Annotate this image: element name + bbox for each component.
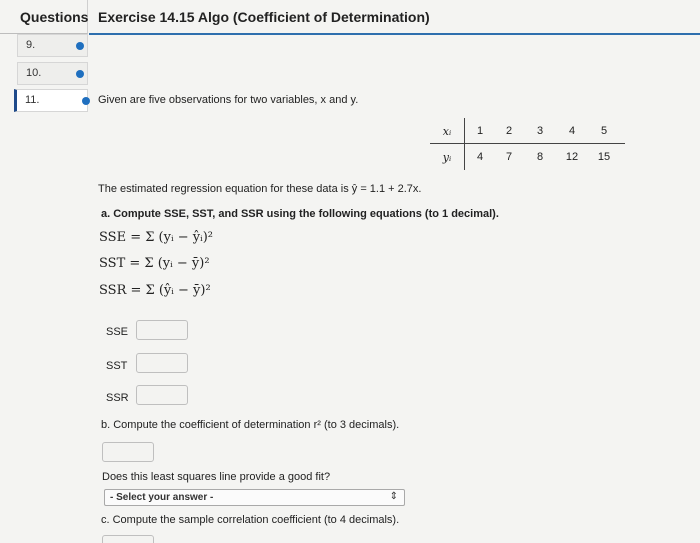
exercise-title: Exercise 14.15 Algo (Coefficient of Determination) [98, 9, 430, 25]
y-value: 7 [505, 151, 513, 163]
part-b-prompt: b. Compute the coefficient of determination r² (to 3 decimals). [101, 419, 400, 431]
good-fit-select[interactable] [104, 489, 405, 506]
question-number: 9. [26, 39, 36, 51]
header-bar [0, 0, 700, 34]
status-dot-icon [76, 70, 84, 78]
r-squared-input[interactable] [102, 442, 154, 462]
fit-question-text: Does this least squares line provide a good fit? [102, 471, 331, 483]
sst-input[interactable] [136, 353, 188, 373]
status-dot-icon [76, 42, 84, 50]
y-value: 4 [476, 151, 484, 163]
regression-equation-text: The estimated regression equation for these data is ŷ = 1.1 + 2.7x. [98, 183, 422, 195]
question-number: 11. [25, 94, 40, 106]
question-item-11[interactable] [14, 89, 88, 112]
select-arrows-icon: ⇕ [389, 491, 398, 502]
y-value: 15 [597, 151, 611, 163]
x-row-label: xᵢ [442, 125, 452, 138]
y-value: 8 [536, 151, 544, 163]
question-item-10[interactable] [17, 62, 88, 85]
question-intro: Given are five observations for two variables, x and y. [98, 94, 359, 106]
question-item-9[interactable] [17, 34, 88, 57]
ssr-label: SSR [106, 392, 129, 404]
correlation-input[interactable] [102, 535, 154, 543]
questions-label: Questions [20, 9, 89, 25]
title-underline [89, 33, 700, 35]
sst-formula: SST = Σ (yᵢ − ȳ)² [99, 256, 210, 271]
table-horizontal-rule [430, 143, 625, 144]
x-value: 1 [476, 125, 484, 137]
sse-input[interactable] [136, 320, 188, 340]
y-row-label: yᵢ [442, 151, 452, 164]
ssr-formula: SSR = Σ (ŷᵢ − ȳ)² [99, 283, 211, 298]
question-list [0, 34, 88, 543]
sse-label: SSE [106, 326, 129, 338]
observations-table [430, 118, 625, 170]
x-value: 5 [600, 125, 608, 137]
active-status-dot-icon [82, 97, 90, 105]
x-value: 2 [505, 125, 513, 137]
part-c-prompt: c. Compute the sample correlation coefficient (to 4 decimals). [101, 514, 400, 526]
question-number: 10. [26, 67, 42, 79]
sst-label: SST [106, 360, 128, 372]
part-a-prompt: a. Compute SSE, SST, and SSR using the following equations (to 1 decimal). [101, 208, 499, 220]
select-placeholder: - Select your answer - [110, 492, 214, 503]
x-value: 3 [536, 125, 544, 137]
x-value: 4 [568, 125, 576, 137]
ssr-input[interactable] [136, 385, 188, 405]
sse-formula: SSE = Σ (yᵢ − ŷᵢ)² [99, 230, 213, 245]
questions-column-header [0, 0, 88, 34]
y-value: 12 [565, 151, 579, 163]
